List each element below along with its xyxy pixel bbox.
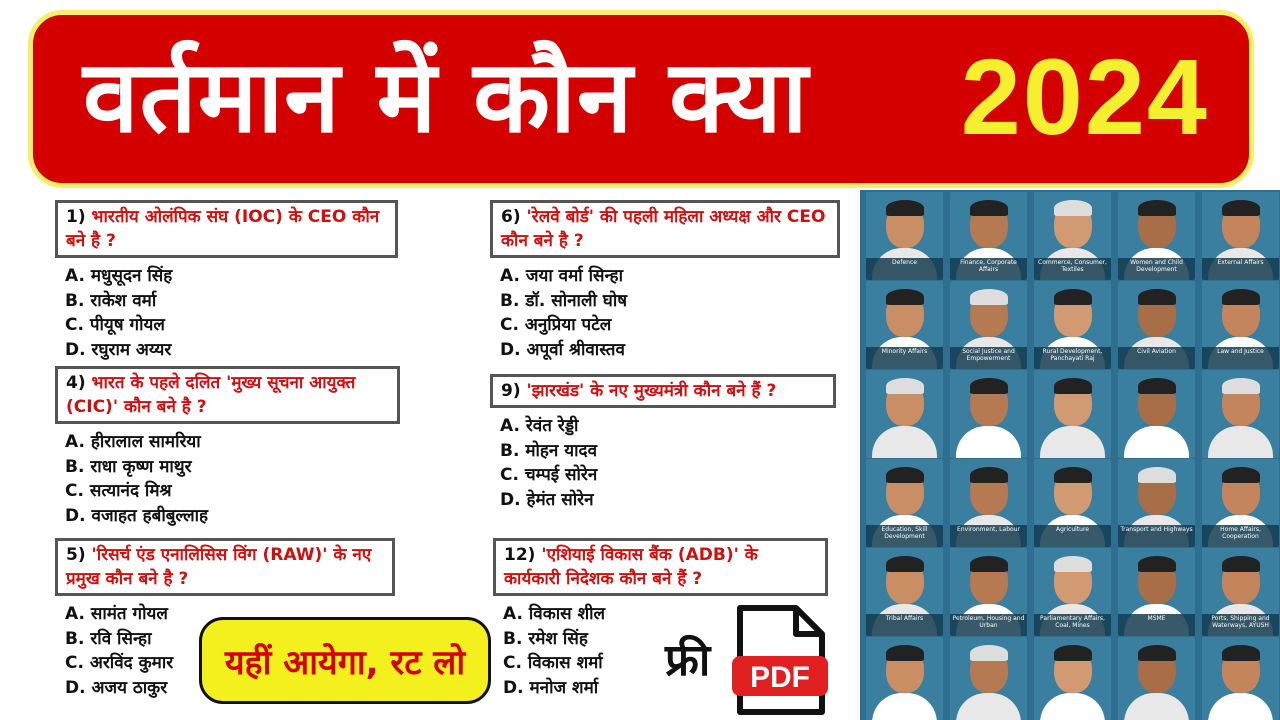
- minister-photo: [1034, 192, 1111, 280]
- minister-photo: [866, 281, 943, 369]
- question-text: 'रेलवे बोर्ड' की पहली महिला अध्यक्ष और CEO कौन बने है ?: [501, 207, 826, 251]
- minister-photo: [950, 281, 1027, 369]
- options-list: [65, 264, 398, 362]
- minister-photo: [1034, 370, 1111, 458]
- question-number: 4): [66, 373, 86, 393]
- minister-photo: [1034, 637, 1111, 720]
- minister-photo: [1118, 370, 1195, 458]
- question-4: [55, 366, 400, 528]
- free-label: फ्री: [665, 635, 711, 686]
- portfolio-caption: Minority Affairs: [866, 347, 943, 369]
- portfolio-caption: Tribal Affairs: [866, 614, 943, 636]
- option: B. राकेश वर्मा: [65, 290, 157, 311]
- pdf-label: PDF: [750, 661, 810, 694]
- minister-photo: [866, 459, 943, 547]
- minister-photo: [1118, 192, 1195, 280]
- portfolio-caption: Finance, Corporate Affairs: [950, 258, 1027, 280]
- portfolio-caption: Petroleum, Housing and Urban: [950, 614, 1027, 636]
- minister-photo: [1118, 459, 1195, 547]
- memorize-badge: यहीं आयेगा, रट लो: [199, 617, 491, 704]
- option: D. रघुराम अय्यर: [65, 339, 172, 360]
- option: C. चम्पई सोरेन: [500, 465, 598, 485]
- minister-photo: [1202, 281, 1279, 369]
- minister-photo: [950, 548, 1027, 636]
- title-year: 2024: [960, 36, 1209, 157]
- minister-photo: [950, 637, 1027, 720]
- portfolio-caption: Rural Development, Panchayati Raj: [1034, 347, 1111, 369]
- option: B. रवि सिन्हा: [65, 628, 152, 649]
- option: B. राधा कृष्ण माथुर: [65, 456, 192, 477]
- option: B. मोहन यादव: [500, 440, 598, 461]
- minister-photo: [1202, 370, 1279, 458]
- minister-photo: [1118, 548, 1195, 636]
- option: A. विकास शील: [503, 604, 606, 624]
- question-text: भारत के पहले दलित 'मुख्य सूचना आयुक्त (CIC)' कौन बने है ?: [66, 373, 356, 417]
- minister-photo: [1034, 548, 1111, 636]
- option: D. हेमंत सोरेन: [500, 489, 594, 510]
- question-6: [490, 200, 840, 362]
- question-text: 'एशियाई विकास बैंक (ADB)' के कार्यकारी निदेशक कौन बने हैं ?: [504, 545, 758, 589]
- portfolio-caption: Women and Child Development: [1118, 258, 1195, 280]
- minister-photo: [1034, 459, 1111, 547]
- option: A. सामंत गोयल: [65, 604, 168, 624]
- question-text: भारतीय ओलंपिक संघ (IOC) के CEO कौन बने है ?: [66, 207, 380, 251]
- minister-photo: [866, 370, 943, 458]
- question-number: 9): [501, 381, 521, 401]
- question-box: [490, 200, 840, 258]
- question-box: [55, 538, 395, 596]
- portfolio-caption: Home Affairs, Cooperation: [1202, 525, 1279, 547]
- portfolio-caption: Environment, Labour: [950, 525, 1027, 547]
- portfolio-caption: Agriculture: [1034, 525, 1111, 547]
- title-banner: [28, 10, 1254, 188]
- pdf-icon: [730, 604, 830, 716]
- minister-photo: [950, 459, 1027, 547]
- minister-photo: [1118, 637, 1195, 720]
- portfolio-caption: Commerce, Consumer, Textiles: [1034, 258, 1111, 280]
- portfolio-caption: External Affairs: [1202, 258, 1279, 280]
- option: D. अजय ठाकुर: [65, 677, 168, 698]
- minister-photo: [1034, 281, 1111, 369]
- question-text: 'झारखंड' के नए मुख्यमंत्री कौन बने हैं ?: [526, 381, 777, 401]
- minister-photo: [1202, 192, 1279, 280]
- portfolio-caption: Civil Aviation: [1118, 347, 1195, 369]
- option: A. मधुसूदन सिंह: [65, 266, 173, 286]
- minister-photo: [1202, 459, 1279, 547]
- options-list: [65, 430, 400, 528]
- portfolio-caption: Law and Justice: [1202, 347, 1279, 369]
- question-box: [490, 374, 836, 408]
- portfolio-caption: Defence: [866, 258, 943, 280]
- portfolio-caption: MSME: [1118, 614, 1195, 636]
- question-text: 'रिसर्च एंड एनालिसिस विंग (RAW)' के नए प्रमुख कौन बने है ?: [66, 545, 372, 589]
- option: D. मनोज शर्मा: [503, 677, 599, 698]
- question-number: 1): [66, 207, 86, 227]
- option: D. अपूर्वा श्रीवास्तव: [500, 339, 625, 360]
- minister-photo: [950, 192, 1027, 280]
- question-1: [55, 200, 398, 362]
- option: C. पीयूष गोयल: [65, 315, 165, 335]
- portfolio-caption: Social Justice and Empowerment: [950, 347, 1027, 369]
- option: B. रमेश सिंह: [503, 628, 588, 649]
- portfolio-caption: Education, Skill Development: [866, 525, 943, 547]
- minister-photo: [1118, 281, 1195, 369]
- minister-photo: [1202, 548, 1279, 636]
- question-number: 5): [66, 545, 86, 565]
- question-box: [493, 538, 828, 596]
- question-number: 12): [504, 545, 536, 565]
- title-text: वर्तमान में कौन क्या: [83, 38, 809, 155]
- question-box: [55, 200, 398, 258]
- minister-photo: [1202, 637, 1279, 720]
- option: D. वजाहत हबीबुल्लाह: [65, 505, 209, 526]
- option: A. जया वर्मा सिन्हा: [500, 266, 623, 286]
- portfolio-caption: Ports, Shipping and Waterways, AYUSH: [1202, 614, 1279, 636]
- question-9: [490, 374, 836, 512]
- option: C. विकास शर्मा: [503, 653, 603, 673]
- option: A. रेवंत रेड्डी: [500, 416, 579, 436]
- option: C. अनुप्रिया पटेल: [500, 315, 612, 335]
- minister-photo-grid: [860, 190, 1280, 720]
- minister-photo: [866, 548, 943, 636]
- portfolio-caption: Parliamentary Affairs, Coal, Mines: [1034, 614, 1111, 636]
- option: C. सत्यानंद मिश्र: [65, 481, 172, 501]
- options-list: [500, 414, 836, 512]
- minister-photo: [866, 637, 943, 720]
- minister-photo: [866, 192, 943, 280]
- option: A. हीरालाल सामरिया: [65, 432, 201, 452]
- options-list: [500, 264, 840, 362]
- minister-photo: [950, 370, 1027, 458]
- option: B. डॉ. सोनाली घोष: [500, 290, 628, 311]
- question-box: [55, 366, 400, 424]
- question-number: 6): [501, 207, 521, 227]
- option: C. अरविंद कुमार: [65, 653, 174, 673]
- portfolio-caption: Transport and Highways: [1118, 525, 1195, 547]
